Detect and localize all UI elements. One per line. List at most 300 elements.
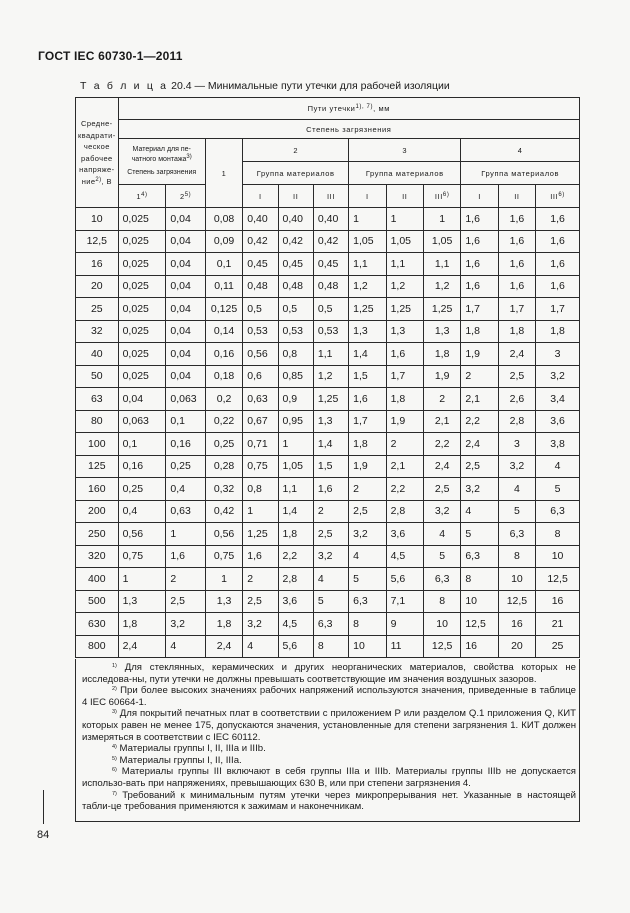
table-cell: 1 <box>349 208 386 231</box>
table-cell: 1,2 <box>313 365 348 388</box>
table-row <box>76 365 580 388</box>
table-cell: 1,8 <box>278 523 313 546</box>
table-cell: 2,2 <box>278 545 313 568</box>
table-cell: 3,2 <box>243 613 278 636</box>
table-cell: 0,04 <box>166 230 205 253</box>
table-cell: 2,1 <box>386 455 423 478</box>
table-cell: 0,53 <box>243 320 278 343</box>
group-III: III <box>313 185 348 208</box>
table-cell: 1,7 <box>461 298 498 321</box>
table-cell: 1,6 <box>461 230 498 253</box>
table-cell: 2,4 <box>461 433 498 456</box>
table-cell: 6,3 <box>536 500 580 523</box>
table-cell: 1,1 <box>349 253 386 276</box>
table-cell: 0,56 <box>118 523 166 546</box>
table-row <box>76 298 580 321</box>
table-cell: 0,025 <box>118 343 166 366</box>
table-cell: 0,75 <box>118 545 166 568</box>
table-cell: 1,3 <box>313 410 348 433</box>
table-cell: 2 <box>386 433 423 456</box>
table-cell: 1,05 <box>349 230 386 253</box>
table-cell: 5 <box>313 590 348 613</box>
voltage-cell: 800 <box>76 635 119 658</box>
table-cell: 1,8 <box>118 613 166 636</box>
table-cell: 8 <box>423 590 460 613</box>
table-cell: 1,5 <box>349 365 386 388</box>
table-cell: 3,8 <box>536 433 580 456</box>
table-cell: 1,6 <box>461 208 498 231</box>
table-cell: 0,63 <box>166 500 205 523</box>
table-cell: 0,125 <box>205 298 242 321</box>
table-cell: 0,16 <box>166 433 205 456</box>
table-cell: 1,8 <box>349 433 386 456</box>
table-row <box>76 455 580 478</box>
table-cell: 0,48 <box>243 275 278 298</box>
table-cell: 0,04 <box>118 388 166 411</box>
table-cell: 10 <box>536 545 580 568</box>
table-cell: 1,9 <box>349 455 386 478</box>
footnote-6: $^{6)}$ Материалы группы III включают в себя группы IIIa и IIIb. Материалы группы IIIb не допускается использо-вать при напряжениях, превышающих 630 В, или при степени загрязнения 4. <box>82 766 576 789</box>
table-cell: 0,6 <box>243 365 278 388</box>
footnote-4: $^{4)}$ Материалы группы I, II, IIIa и IIIb. <box>112 743 266 755</box>
table-cell: 1 <box>166 523 205 546</box>
table-cell: 1,6 <box>536 275 580 298</box>
table-cell: 1,6 <box>166 545 205 568</box>
voltage-cell: 630 <box>76 613 119 636</box>
creepage-table <box>75 97 580 658</box>
table-cell: 1,05 <box>386 230 423 253</box>
table-cell: 2,1 <box>461 388 498 411</box>
table-cell: 0,8 <box>243 478 278 501</box>
footnote-2: $^{2)}$ При более высоких значениях рабочих напряжений используются значения, приведенные в таблице 4 IEC 60664-1. <box>82 685 576 708</box>
table-cell: 2,5 <box>498 365 535 388</box>
table-cell: 0,32 <box>205 478 242 501</box>
group-I: I <box>349 185 386 208</box>
table-cell: 1,2 <box>349 275 386 298</box>
voltage-cell: 125 <box>76 455 119 478</box>
table-cell: 1,6 <box>243 545 278 568</box>
table-cell: 0,45 <box>278 253 313 276</box>
table-cell: 6,3 <box>349 590 386 613</box>
table-cell: 0,40 <box>243 208 278 231</box>
table-cell: 0,48 <box>278 275 313 298</box>
table-cell: 1,25 <box>386 298 423 321</box>
table-cell: 2 <box>313 500 348 523</box>
caption-label: Т а б л и ц а <box>80 80 169 92</box>
table-row <box>76 410 580 433</box>
table-cell: 0,56 <box>205 523 242 546</box>
table-cell: 0,95 <box>278 410 313 433</box>
table-cell: 0,16 <box>118 455 166 478</box>
table-row <box>76 230 580 253</box>
table-cell: 1,2 <box>423 275 460 298</box>
table-cell: 1,25 <box>349 298 386 321</box>
table-cell: 2,2 <box>461 410 498 433</box>
table-cell: 0,04 <box>166 365 205 388</box>
voltage-cell: 80 <box>76 410 119 433</box>
table-cell: 0,063 <box>166 388 205 411</box>
table-cell: 1,4 <box>278 500 313 523</box>
table-cell: 0,63 <box>243 388 278 411</box>
table-cell: 1,2 <box>386 275 423 298</box>
table-cell: 0,04 <box>166 253 205 276</box>
table-cell: 5 <box>349 568 386 591</box>
table-cell: 3,2 <box>349 523 386 546</box>
table-row <box>76 343 580 366</box>
table-cell: 1,6 <box>536 253 580 276</box>
table-cell: 1 <box>243 500 278 523</box>
voltage-cell: 200 <box>76 500 119 523</box>
table-cell: 12,5 <box>498 590 535 613</box>
table-cell: 3 <box>536 343 580 366</box>
table-cell: 1,9 <box>423 365 460 388</box>
voltage-cell: 32 <box>76 320 119 343</box>
pcb-degree-2: 2$^{5)}$ <box>166 185 205 208</box>
table-cell: 3,2 <box>536 365 580 388</box>
table-cell: 8 <box>498 545 535 568</box>
creepage-header: Пути утечки$^{1), 7)}$, мм <box>118 98 579 120</box>
table-cell: 0,5 <box>243 298 278 321</box>
table-cell: 4 <box>243 635 278 658</box>
table-cell: 0,40 <box>313 208 348 231</box>
table-cell: 2,1 <box>423 410 460 433</box>
table-cell: 4,5 <box>386 545 423 568</box>
table-cell: 1 <box>386 208 423 231</box>
table-cell: 1,8 <box>423 343 460 366</box>
table-cell: 0,08 <box>205 208 242 231</box>
table-cell: 12,5 <box>536 568 580 591</box>
table-cell: 1,5 <box>313 455 348 478</box>
table-cell: 2,4 <box>205 635 242 658</box>
table-cell: 10 <box>461 590 498 613</box>
table-cell: 1,6 <box>498 275 535 298</box>
table-cell: 1,6 <box>386 343 423 366</box>
table-cell: 1,6 <box>536 208 580 231</box>
group-III: III$^{6)}$ <box>423 185 460 208</box>
table-cell: 1 <box>118 568 166 591</box>
table-cell: 0,5 <box>278 298 313 321</box>
voltage-cell: 400 <box>76 568 119 591</box>
table-cell: 1,6 <box>349 388 386 411</box>
table-cell: 0,45 <box>313 253 348 276</box>
group-III: III$^{6)}$ <box>536 185 580 208</box>
table-cell: 1,6 <box>498 230 535 253</box>
table-cell: 1,3 <box>423 320 460 343</box>
page-number: 84 <box>37 829 50 841</box>
voltage-cell: 10 <box>76 208 119 231</box>
material-group-label: Группа материалов <box>349 162 461 185</box>
table-cell: 6,3 <box>498 523 535 546</box>
table-cell: 5,6 <box>278 635 313 658</box>
table-cell: 4 <box>423 523 460 546</box>
footnote-7: $^{7)}$ Требований к минимальным путям утечки через микропрерывания нет. Указанные в настоящей табли-це требования применяются к зажимам и наконечникам. <box>82 789 576 813</box>
table-cell: 0,42 <box>205 500 242 523</box>
table-cell: 0,22 <box>205 410 242 433</box>
table-cell: 1,9 <box>461 343 498 366</box>
table-cell: 0,5 <box>313 298 348 321</box>
table-cell: 4 <box>461 500 498 523</box>
table-cell: 1,7 <box>349 410 386 433</box>
group-I: I <box>461 185 498 208</box>
table-cell: 2,4 <box>498 343 535 366</box>
voltage-cell: 250 <box>76 523 119 546</box>
table-cell: 8 <box>536 523 580 546</box>
table-cell: 1 <box>278 433 313 456</box>
group-II: II <box>498 185 535 208</box>
table-cell: 0,04 <box>166 275 205 298</box>
table-cell: 4 <box>349 545 386 568</box>
table-cell: 0,75 <box>243 455 278 478</box>
table-cell: 0,14 <box>205 320 242 343</box>
table-cell: 0,25 <box>118 478 166 501</box>
table-cell: 0,025 <box>118 275 166 298</box>
voltage-cell: 320 <box>76 545 119 568</box>
table-cell: 1,3 <box>386 320 423 343</box>
table-cell: 0,4 <box>166 478 205 501</box>
table-cell: 2 <box>349 478 386 501</box>
group-I: I <box>243 185 278 208</box>
table-cell: 4,5 <box>278 613 313 636</box>
table-cell: 0,063 <box>118 410 166 433</box>
table-row <box>76 275 580 298</box>
table-cell: 2,5 <box>243 590 278 613</box>
table-cell: 2,5 <box>313 523 348 546</box>
table-cell: 5,6 <box>386 568 423 591</box>
table-cell: 3,2 <box>313 545 348 568</box>
table-cell: 0,2 <box>205 388 242 411</box>
pollution-col-1: 1 <box>205 139 242 208</box>
voltage-cell: 25 <box>76 298 119 321</box>
table-cell: 0,25 <box>166 455 205 478</box>
table-row <box>76 523 580 546</box>
table-cell: 1,4 <box>313 433 348 456</box>
material-group-label: Группа материалов <box>243 162 349 185</box>
table-cell: 2 <box>461 365 498 388</box>
table-row <box>76 320 580 343</box>
voltage-cell: 100 <box>76 433 119 456</box>
table-cell: 1,6 <box>498 253 535 276</box>
table-cell: 2,8 <box>386 500 423 523</box>
table-cell: 0,04 <box>166 208 205 231</box>
table-cell: 3,6 <box>536 410 580 433</box>
voltage-cell: 500 <box>76 590 119 613</box>
table-cell: 1,6 <box>498 208 535 231</box>
table-cell: 0,09 <box>205 230 242 253</box>
table-cell: 1,7 <box>498 298 535 321</box>
table-cell: 0,025 <box>118 253 166 276</box>
table-cell: 10 <box>498 568 535 591</box>
table-cell: 2,5 <box>461 455 498 478</box>
table-cell: 0,85 <box>278 365 313 388</box>
table-cell: 2,4 <box>118 635 166 658</box>
footnote-3: $^{3)}$ Для покрытий печатных плат в соответствии с приложением Р или разделом Q.1 приложения Q, КИТ которых равен не менее 175, допускаются значения, установленные для степени загрязнения 1. КИТ должен измеряться в соответствии с IEC 60112. <box>82 708 576 743</box>
table-cell: 2,5 <box>423 478 460 501</box>
caption-text: 20.4 — Минимальные пути утечки для рабочей изоляции <box>168 80 450 92</box>
voltage-cell: 160 <box>76 478 119 501</box>
table-cell: 1,8 <box>205 613 242 636</box>
table-cell: 4 <box>536 455 580 478</box>
table-cell: 1,1 <box>386 253 423 276</box>
table-caption <box>80 80 450 92</box>
table-cell: 2 <box>166 568 205 591</box>
table-cell: 1,25 <box>243 523 278 546</box>
pcb-degree-1: 1$^{4)}$ <box>118 185 166 208</box>
table-cell: 1,05 <box>278 455 313 478</box>
table-cell: 3,2 <box>461 478 498 501</box>
table-cell: 5 <box>423 545 460 568</box>
voltage-cell: 40 <box>76 343 119 366</box>
table-cell: 2 <box>423 388 460 411</box>
table-cell: 3,4 <box>536 388 580 411</box>
table-cell: 1,1 <box>313 343 348 366</box>
group-II: II <box>278 185 313 208</box>
table-cell: 2,5 <box>166 590 205 613</box>
table-cell: 1,25 <box>423 298 460 321</box>
table-cell: 4 <box>313 568 348 591</box>
table-cell: 0,1 <box>205 253 242 276</box>
table-cell: 8 <box>313 635 348 658</box>
table-cell: 2,2 <box>386 478 423 501</box>
table-cell: 0,9 <box>278 388 313 411</box>
pollution-col-2: 2 <box>243 139 349 162</box>
table-cell: 3,2 <box>423 500 460 523</box>
table-cell: 2,4 <box>423 455 460 478</box>
table-row <box>76 478 580 501</box>
table-cell: 1,8 <box>386 388 423 411</box>
table-cell: 0,56 <box>243 343 278 366</box>
table-cell: 0,16 <box>205 343 242 366</box>
table-cell: 8 <box>461 568 498 591</box>
footnotes <box>82 662 576 813</box>
table-cell: 0,025 <box>118 365 166 388</box>
table-cell: 8 <box>349 613 386 636</box>
table-cell: 1,8 <box>536 320 580 343</box>
voltage-header: Средне- квадрати- ческое рабочее напряже- ние$^{2)}$, В <box>76 98 119 208</box>
table-cell: 12,5 <box>423 635 460 658</box>
table-cell: 0,8 <box>278 343 313 366</box>
footnote-1: $^{1)}$ Для стеклянных, керамических и других неорганических материалов, свойства которых не исследова-ны, пути утечки не должны превышать соответствующие им значения воздушных зазоров. <box>82 662 576 685</box>
table-cell: 0,025 <box>118 208 166 231</box>
table-cell: 1 <box>205 568 242 591</box>
document-header: ГОСТ IEC 60730-1—2011 <box>38 49 183 63</box>
table-row <box>76 613 580 636</box>
table-cell: 2,5 <box>349 500 386 523</box>
table-cell: 5 <box>536 478 580 501</box>
table-cell: 10 <box>349 635 386 658</box>
table-cell: 0,42 <box>313 230 348 253</box>
table-cell: 0,18 <box>205 365 242 388</box>
table-cell: 6,3 <box>423 568 460 591</box>
table-cell: 1,05 <box>423 230 460 253</box>
table-cell: 3,6 <box>386 523 423 546</box>
table-cell: 1,8 <box>498 320 535 343</box>
table-row <box>76 545 580 568</box>
table-row <box>76 635 580 658</box>
table-cell: 1,6 <box>313 478 348 501</box>
table-cell: 2,8 <box>498 410 535 433</box>
table-row <box>76 208 580 231</box>
table-cell: 5 <box>461 523 498 546</box>
table-cell: 16 <box>536 590 580 613</box>
table-cell: 5 <box>498 500 535 523</box>
voltage-cell: 20 <box>76 275 119 298</box>
table-cell: 1,6 <box>461 275 498 298</box>
table-row <box>76 590 580 613</box>
table-cell: 4 <box>166 635 205 658</box>
table-cell: 16 <box>461 635 498 658</box>
footnote-5: $^{5)}$ Материалы группы I, II, IIIa. <box>112 754 242 766</box>
table-cell: 11 <box>386 635 423 658</box>
table-cell: 2,6 <box>498 388 535 411</box>
table-cell: 0,48 <box>313 275 348 298</box>
table-cell: 6,3 <box>313 613 348 636</box>
table-row <box>76 253 580 276</box>
table-cell: 0,45 <box>243 253 278 276</box>
pollution-degree-header: Степень загрязнения <box>118 120 579 139</box>
table-cell: 0,67 <box>243 410 278 433</box>
change-bar <box>43 790 44 824</box>
table-cell: 3 <box>498 433 535 456</box>
table-cell: 1,9 <box>386 410 423 433</box>
table-cell: 0,53 <box>313 320 348 343</box>
table-cell: 3,2 <box>498 455 535 478</box>
table-cell: 1,3 <box>205 590 242 613</box>
table-row <box>76 433 580 456</box>
table-cell: 9 <box>386 613 423 636</box>
table-cell: 0,75 <box>205 545 242 568</box>
voltage-cell: 50 <box>76 365 119 388</box>
table-cell: 0,42 <box>278 230 313 253</box>
table-cell: 7,1 <box>386 590 423 613</box>
table-cell: 0,25 <box>205 433 242 456</box>
table-cell: 0,04 <box>166 320 205 343</box>
pollution-col-4: 4 <box>461 139 580 162</box>
voltage-cell: 63 <box>76 388 119 411</box>
table-cell: 20 <box>498 635 535 658</box>
table-cell: 0,71 <box>243 433 278 456</box>
table-body <box>76 208 580 658</box>
group-II: II <box>386 185 423 208</box>
table-cell: 0,11 <box>205 275 242 298</box>
table-cell: 16 <box>498 613 535 636</box>
table-cell: 0,4 <box>118 500 166 523</box>
table-cell: 1 <box>423 208 460 231</box>
table-cell: 0,40 <box>278 208 313 231</box>
table-cell: 0,04 <box>166 343 205 366</box>
table-cell: 1,1 <box>423 253 460 276</box>
table-cell: 1,6 <box>536 230 580 253</box>
table-cell: 2,2 <box>423 433 460 456</box>
pollution-col-3: 3 <box>349 139 461 162</box>
table-cell: 1,4 <box>349 343 386 366</box>
table-cell: 0,1 <box>166 410 205 433</box>
table-row <box>76 500 580 523</box>
table-cell: 1,7 <box>386 365 423 388</box>
table-cell: 12,5 <box>461 613 498 636</box>
table-cell: 1,3 <box>349 320 386 343</box>
table-cell: 1,6 <box>461 253 498 276</box>
table-cell: 0,28 <box>205 455 242 478</box>
table-cell: 0,1 <box>118 433 166 456</box>
table-cell: 2,8 <box>278 568 313 591</box>
table-cell: 1,25 <box>313 388 348 411</box>
table-cell: 1,1 <box>278 478 313 501</box>
table-cell: 0,04 <box>166 298 205 321</box>
table-cell: 1,7 <box>536 298 580 321</box>
table-cell: 0,025 <box>118 230 166 253</box>
table-cell: 10 <box>423 613 460 636</box>
table-cell: 25 <box>536 635 580 658</box>
